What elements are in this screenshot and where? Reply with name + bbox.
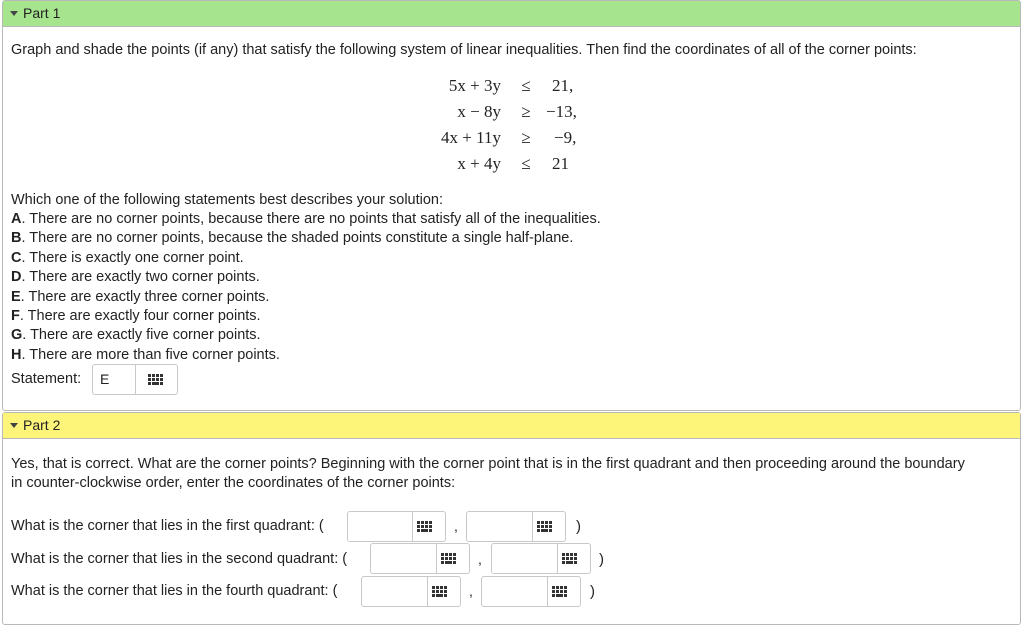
option-a: A. There are no corner points, because there are no points that satisfy all of the inequalities. xyxy=(11,211,601,227)
q2-comma: , xyxy=(478,551,482,567)
q1-x-keypad-button[interactable] xyxy=(404,512,445,541)
ineq-2-rhs: −13, xyxy=(546,102,577,121)
part-2-header[interactable] xyxy=(3,413,1020,439)
keypad-icon xyxy=(148,374,163,385)
ineq-1-rhs: 21, xyxy=(552,76,574,95)
statement-label: Statement: xyxy=(11,371,82,387)
question-text: Which one of the following statements best describes your solution: xyxy=(11,192,444,208)
q3-label: What is the corner that lies in the fourth quadrant: ( xyxy=(11,583,338,599)
keypad-icon xyxy=(417,521,432,532)
ineq-1-rel: ≤ xyxy=(521,76,531,95)
part-1-title: Part 1 xyxy=(23,5,61,21)
option-c: C. There is exactly one corner point. xyxy=(11,249,244,266)
q1-close-paren: ) xyxy=(576,518,581,535)
q1-label: What is the corner that lies in the first quadrant: ( xyxy=(11,518,324,534)
option-b: B. There are no corner points, because the shaded points constitute a single half-plane. xyxy=(11,230,574,247)
ineq-3-rel: ≥ xyxy=(521,128,531,147)
option-d: D. There are exactly two corner points. xyxy=(11,269,260,286)
ineq-3-rhs: −9, xyxy=(554,128,577,147)
part-2-title: Part 2 xyxy=(23,417,61,433)
options-list xyxy=(11,210,601,365)
keypad-icon xyxy=(562,553,577,564)
keypad-icon xyxy=(552,586,567,597)
option-g: G. There are exactly five corner points. xyxy=(11,327,261,344)
option-f: F. There are exactly four corner points. xyxy=(11,308,261,325)
statement-field xyxy=(92,364,178,395)
q3-x-field xyxy=(361,576,461,607)
part-2-intro-line-2: in counter-clockwise order, enter the coordinates of the corner points: xyxy=(11,475,456,491)
q1-y-field xyxy=(466,511,566,542)
q2-y-field xyxy=(491,543,591,574)
ineq-1-lhs: 5x + 3y xyxy=(448,76,501,95)
part-2-intro-line-1: Yes, that is correct. What are the corner points? Beginning with the corner point that is in the first quadrant and then proceeding around the boundary xyxy=(11,456,965,472)
keypad-icon xyxy=(537,521,552,532)
q2-x-keypad-button[interactable] xyxy=(428,544,469,573)
option-e: E. There are exactly three corner points. xyxy=(11,288,270,305)
keypad-icon xyxy=(441,553,456,564)
q1-y-keypad-button[interactable] xyxy=(524,512,565,541)
q2-y-keypad-button[interactable] xyxy=(549,544,590,573)
keypad-icon xyxy=(432,586,447,597)
ineq-4-rhs: 21 xyxy=(552,154,569,173)
ineq-4-rel: ≤ xyxy=(521,154,531,173)
statement-keypad-button[interactable] xyxy=(134,365,177,394)
q3-close-paren: ) xyxy=(590,583,595,600)
collapse-triangle-icon[interactable] xyxy=(10,423,18,428)
q3-y-keypad-button[interactable] xyxy=(539,577,580,606)
q2-label: What is the corner that lies in the second quadrant: ( xyxy=(11,551,348,567)
q3-x-keypad-button[interactable] xyxy=(419,577,460,606)
ineq-3-lhs: 4x + 11y xyxy=(441,128,501,147)
ineq-2-lhs: x − 8y xyxy=(457,102,501,121)
q2-close-paren: ) xyxy=(599,551,604,568)
option-h: H. There are more than five corner points. xyxy=(11,346,280,363)
problem-prompt: Graph and shade the points (if any) that satisfy the following system of linear inequalities. Then find the coordinates of all of the corner points: xyxy=(11,42,917,58)
q3-comma: , xyxy=(469,583,473,599)
ineq-4-lhs: x + 4y xyxy=(457,154,501,173)
part-1-header[interactable] xyxy=(3,1,1020,27)
ineq-2-rel: ≥ xyxy=(521,102,531,121)
q2-x-field xyxy=(370,543,470,574)
statement-input[interactable]: E xyxy=(93,365,136,394)
q1-x-field xyxy=(347,511,446,542)
q1-comma: , xyxy=(454,518,458,534)
collapse-triangle-icon[interactable] xyxy=(10,11,18,16)
q3-y-field xyxy=(481,576,581,607)
